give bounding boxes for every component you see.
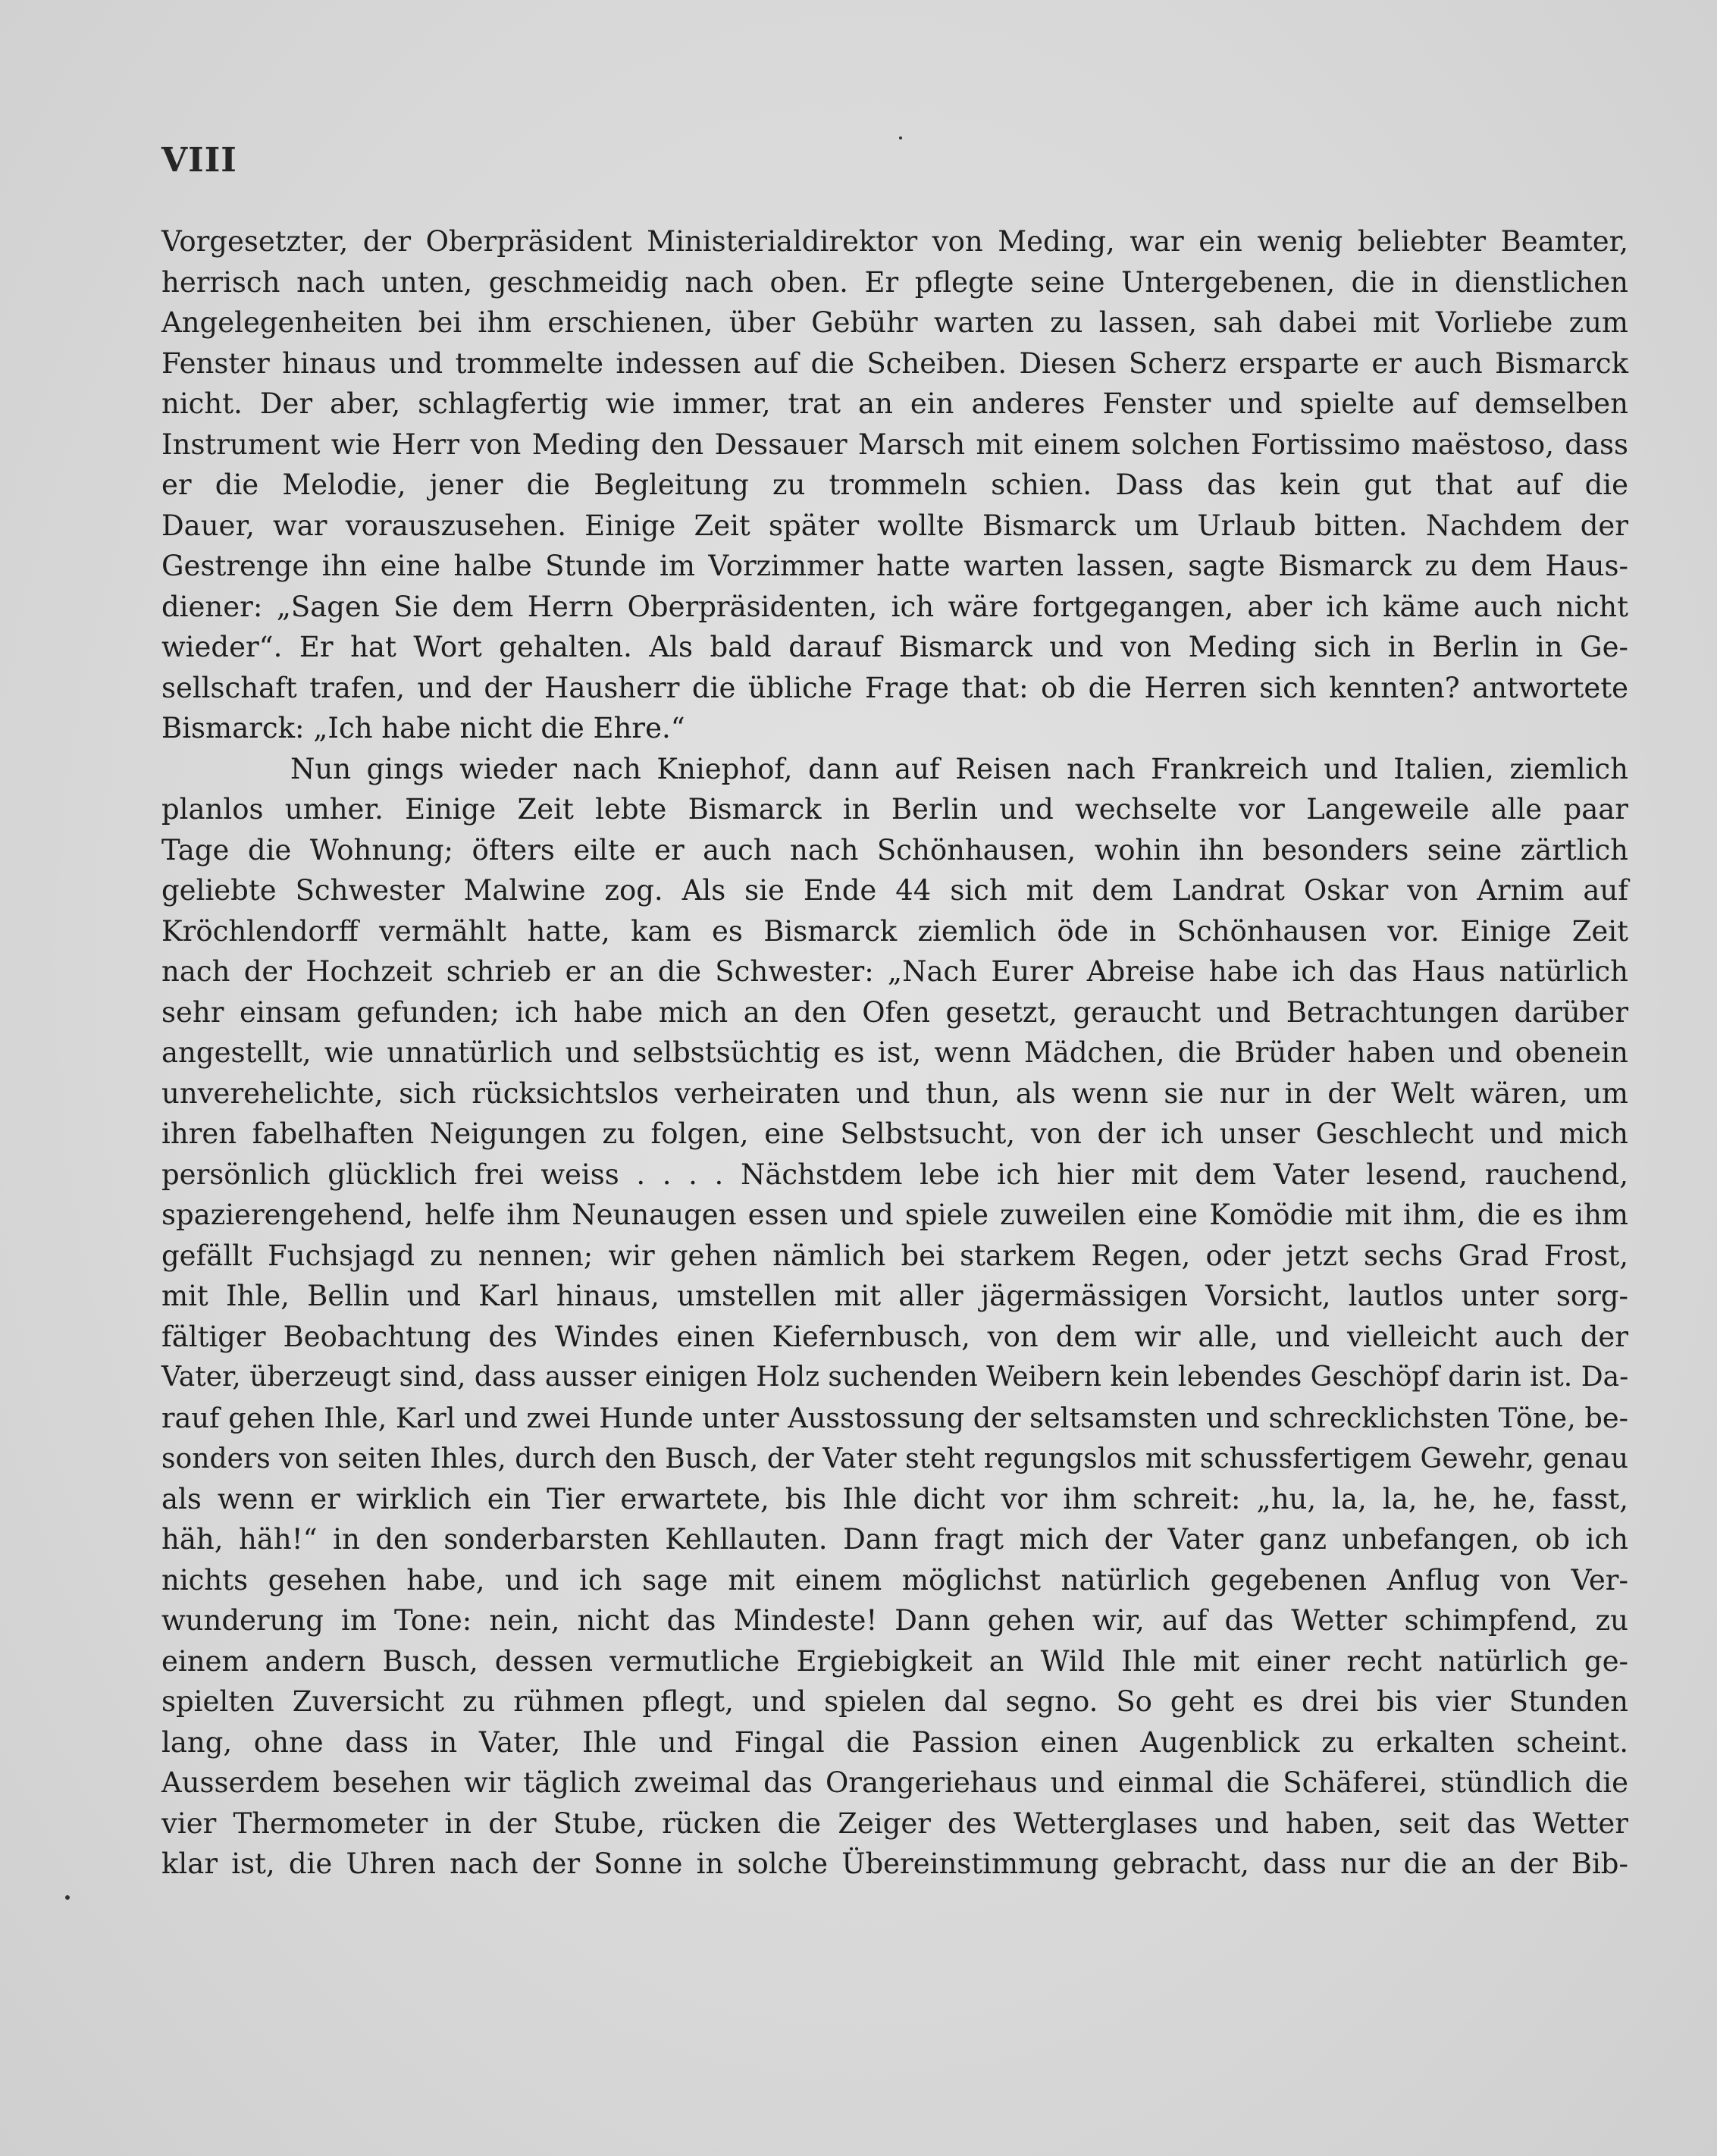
text-line: herrisch nach unten, geschmeidig nach oben. Er pflegte seine Untergebenen, die in dienstlichen bbox=[161, 265, 1628, 299]
text-line: er die Melodie, jener die Begleitung zu trommeln schien. Dass das kein gut that auf die bbox=[161, 468, 1628, 501]
text-line: fältiger Beobachtung des Windes einen Kiefernbusch, von dem wir alle, und vielleicht auch der bbox=[161, 1320, 1628, 1353]
text-line: planlos umher. Einige Zeit lebte Bismarck in Berlin und wechselte vor Langeweile alle paar bbox=[161, 793, 1628, 826]
text-line: geliebte Schwester Malwine zog. Als sie Ende 44 sich mit dem Landrat Oskar von Arnim auf bbox=[161, 874, 1628, 907]
text-line: wieder“. Er hat Wort gehalten. Als bald darauf Bismarck und von Meding sich in Berlin in Ge- bbox=[161, 631, 1628, 663]
text-line: Vorgesetzter, der Oberpräsident Ministerialdirektor von Meding, war ein wenig beliebter Beamter, bbox=[161, 225, 1628, 258]
text-line: diener: „Sagen Sie dem Herrn Oberpräsidenten, ich wäre fortgegangen, aber ich käme auch nicht bbox=[161, 590, 1628, 623]
text-line: unverehelichte, sich rücksichtslos verheiraten und thun, als wenn sie nur in der Welt wären, um bbox=[161, 1076, 1628, 1110]
text-line: gefällt Fuchsjagd zu nennen; wir gehen nämlich bei starkem Regen, oder jetzt sechs Grad Frost, bbox=[161, 1239, 1628, 1272]
text-line: rauf gehen Ihle, Karl und zwei Hunde unter Ausstossung der seltsamsten und schrecklichsten Töne, be- bbox=[161, 1401, 1628, 1434]
text-line: spielten Zuversicht zu rühmen pflegt, und spielen dal segno. So geht es drei bis vier Stunden bbox=[161, 1685, 1628, 1718]
text-line: persönlich glücklich frei weiss . . . . Nächstdem lebe ich hier mit dem Vater lesend, rauchend, bbox=[161, 1158, 1628, 1191]
text-line: einem andern Busch, dessen vermutliche Ergiebigkeit an Wild Ihle mit einer recht natürlich ge- bbox=[161, 1644, 1628, 1678]
page-number: VIII bbox=[161, 141, 237, 180]
print-speck bbox=[65, 1895, 70, 1900]
text-line: Fenster hinaus und trommelte indessen auf die Scheiben. Diesen Scherz ersparte er auch Bismarck bbox=[161, 346, 1628, 380]
text-line: mit Ihle, Bellin und Karl hinaus, umstellen mit aller jägermässigen Vorsicht, lautlos unter sorg- bbox=[161, 1280, 1628, 1312]
text-line: häh, häh!“ in den sonderbarsten Kehllauten. Dann fragt mich der Vater ganz unbefangen, ob ich bbox=[161, 1523, 1628, 1556]
text-line: Ausserdem besehen wir täglich zweimal das Orangeriehaus und einmal die Schäferei, stündlich die bbox=[161, 1766, 1628, 1799]
text-line: angestellt, wie unnatürlich und selbstsüchtig es ist, wenn Mädchen, die Brüder haben und obenein bbox=[161, 1036, 1628, 1069]
text-line: sonders von seiten Ihles, durch den Busch, der Vater steht regungslos mit schussfertigem Gewehr, genau bbox=[161, 1442, 1628, 1474]
text-line: sehr einsam gefunden; ich habe mich an den Ofen gesetzt, geraucht und Betrachtungen darüber bbox=[161, 995, 1628, 1029]
text-line: Gestrenge ihn eine halbe Stunde im Vorzimmer hatte warten lassen, sagte Bismarck zu dem Haus- bbox=[161, 550, 1628, 582]
text-line: wunderung im Tone: nein, nicht das Mindeste! Dann gehen wir, auf das Wetter schimpfend, zu bbox=[161, 1604, 1628, 1637]
text-line: lang, ohne dass in Vater, Ihle und Fingal die Passion einen Augenblick zu erkalten scheint. bbox=[161, 1725, 1628, 1759]
text-line: nichts gesehen habe, und ich sage mit einem möglichst natürlich gegebenen Anflug von Ver- bbox=[161, 1563, 1628, 1597]
text-line: Bismarck: „Ich habe nicht die Ehre.“ bbox=[161, 712, 685, 744]
text-line: Tage die Wohnung; öfters eilte er auch nach Schönhausen, wohin ihn besonders seine zärtlich bbox=[161, 833, 1628, 866]
text-line: spazierengehend, helfe ihm Neunaugen essen und spiele zuweilen eine Komödie mit ihm, die es ihm bbox=[161, 1199, 1628, 1231]
print-speck bbox=[899, 136, 902, 139]
text-line: nicht. Der aber, schlagfertig wie immer, trat an ein anderes Fenster und spielte auf demselben bbox=[161, 387, 1628, 420]
text-line: Dauer, war vorauszusehen. Einige Zeit später wollte Bismarck um Urlaub bitten. Nachdem der bbox=[161, 509, 1628, 542]
text-line: Instrument wie Herr von Meding den Dessauer Marsch mit einem solchen Fortissimo maëstoso, dass bbox=[161, 428, 1628, 461]
text-line: ihren fabelhaften Neigungen zu folgen, eine Selbstsucht, von der ich unser Geschlecht und mich bbox=[161, 1117, 1628, 1150]
text-line: klar ist, die Uhren nach der Sonne in solche Übereinstimmung gebracht, dass nur die an der Bib- bbox=[161, 1847, 1628, 1880]
paragraph-first-line: Nun gings wieder nach Kniephof, dann auf Reisen nach Frankreich und Italien, ziemlich bbox=[290, 752, 1628, 785]
text-line: Kröchlendorff vermählt hatte, kam es Bismarck ziemlich öde in Schönhausen vor. Einige Zeit bbox=[161, 914, 1628, 948]
text-line: Vater, überzeugt sind, dass ausser einigen Holz suchenden Weibern kein lebendes Geschöpf darin ist. Da- bbox=[161, 1361, 1629, 1393]
body-text bbox=[161, 221, 1628, 1885]
text-line: vier Thermometer in der Stube, rücken die Zeiger des Wetterglases und haben, seit das Wetter bbox=[161, 1807, 1628, 1840]
text-line: Angelegenheiten bei ihm erschienen, über Gebühr warten zu lassen, sah dabei mit Vorliebe zum bbox=[161, 306, 1628, 339]
text-line: nach der Hochzeit schrieb er an die Schwester: „Nach Eurer Abreise habe ich das Haus natürlich bbox=[161, 955, 1628, 988]
text-line: als wenn er wirklich ein Tier erwartete, bis Ihle dicht vor ihm schreit: „hu, la, la, he, he, fasst, bbox=[161, 1482, 1628, 1515]
text-line: sellschaft trafen, und der Hausherr die übliche Frage that: ob die Herren sich kennten? antwortete bbox=[161, 671, 1628, 704]
